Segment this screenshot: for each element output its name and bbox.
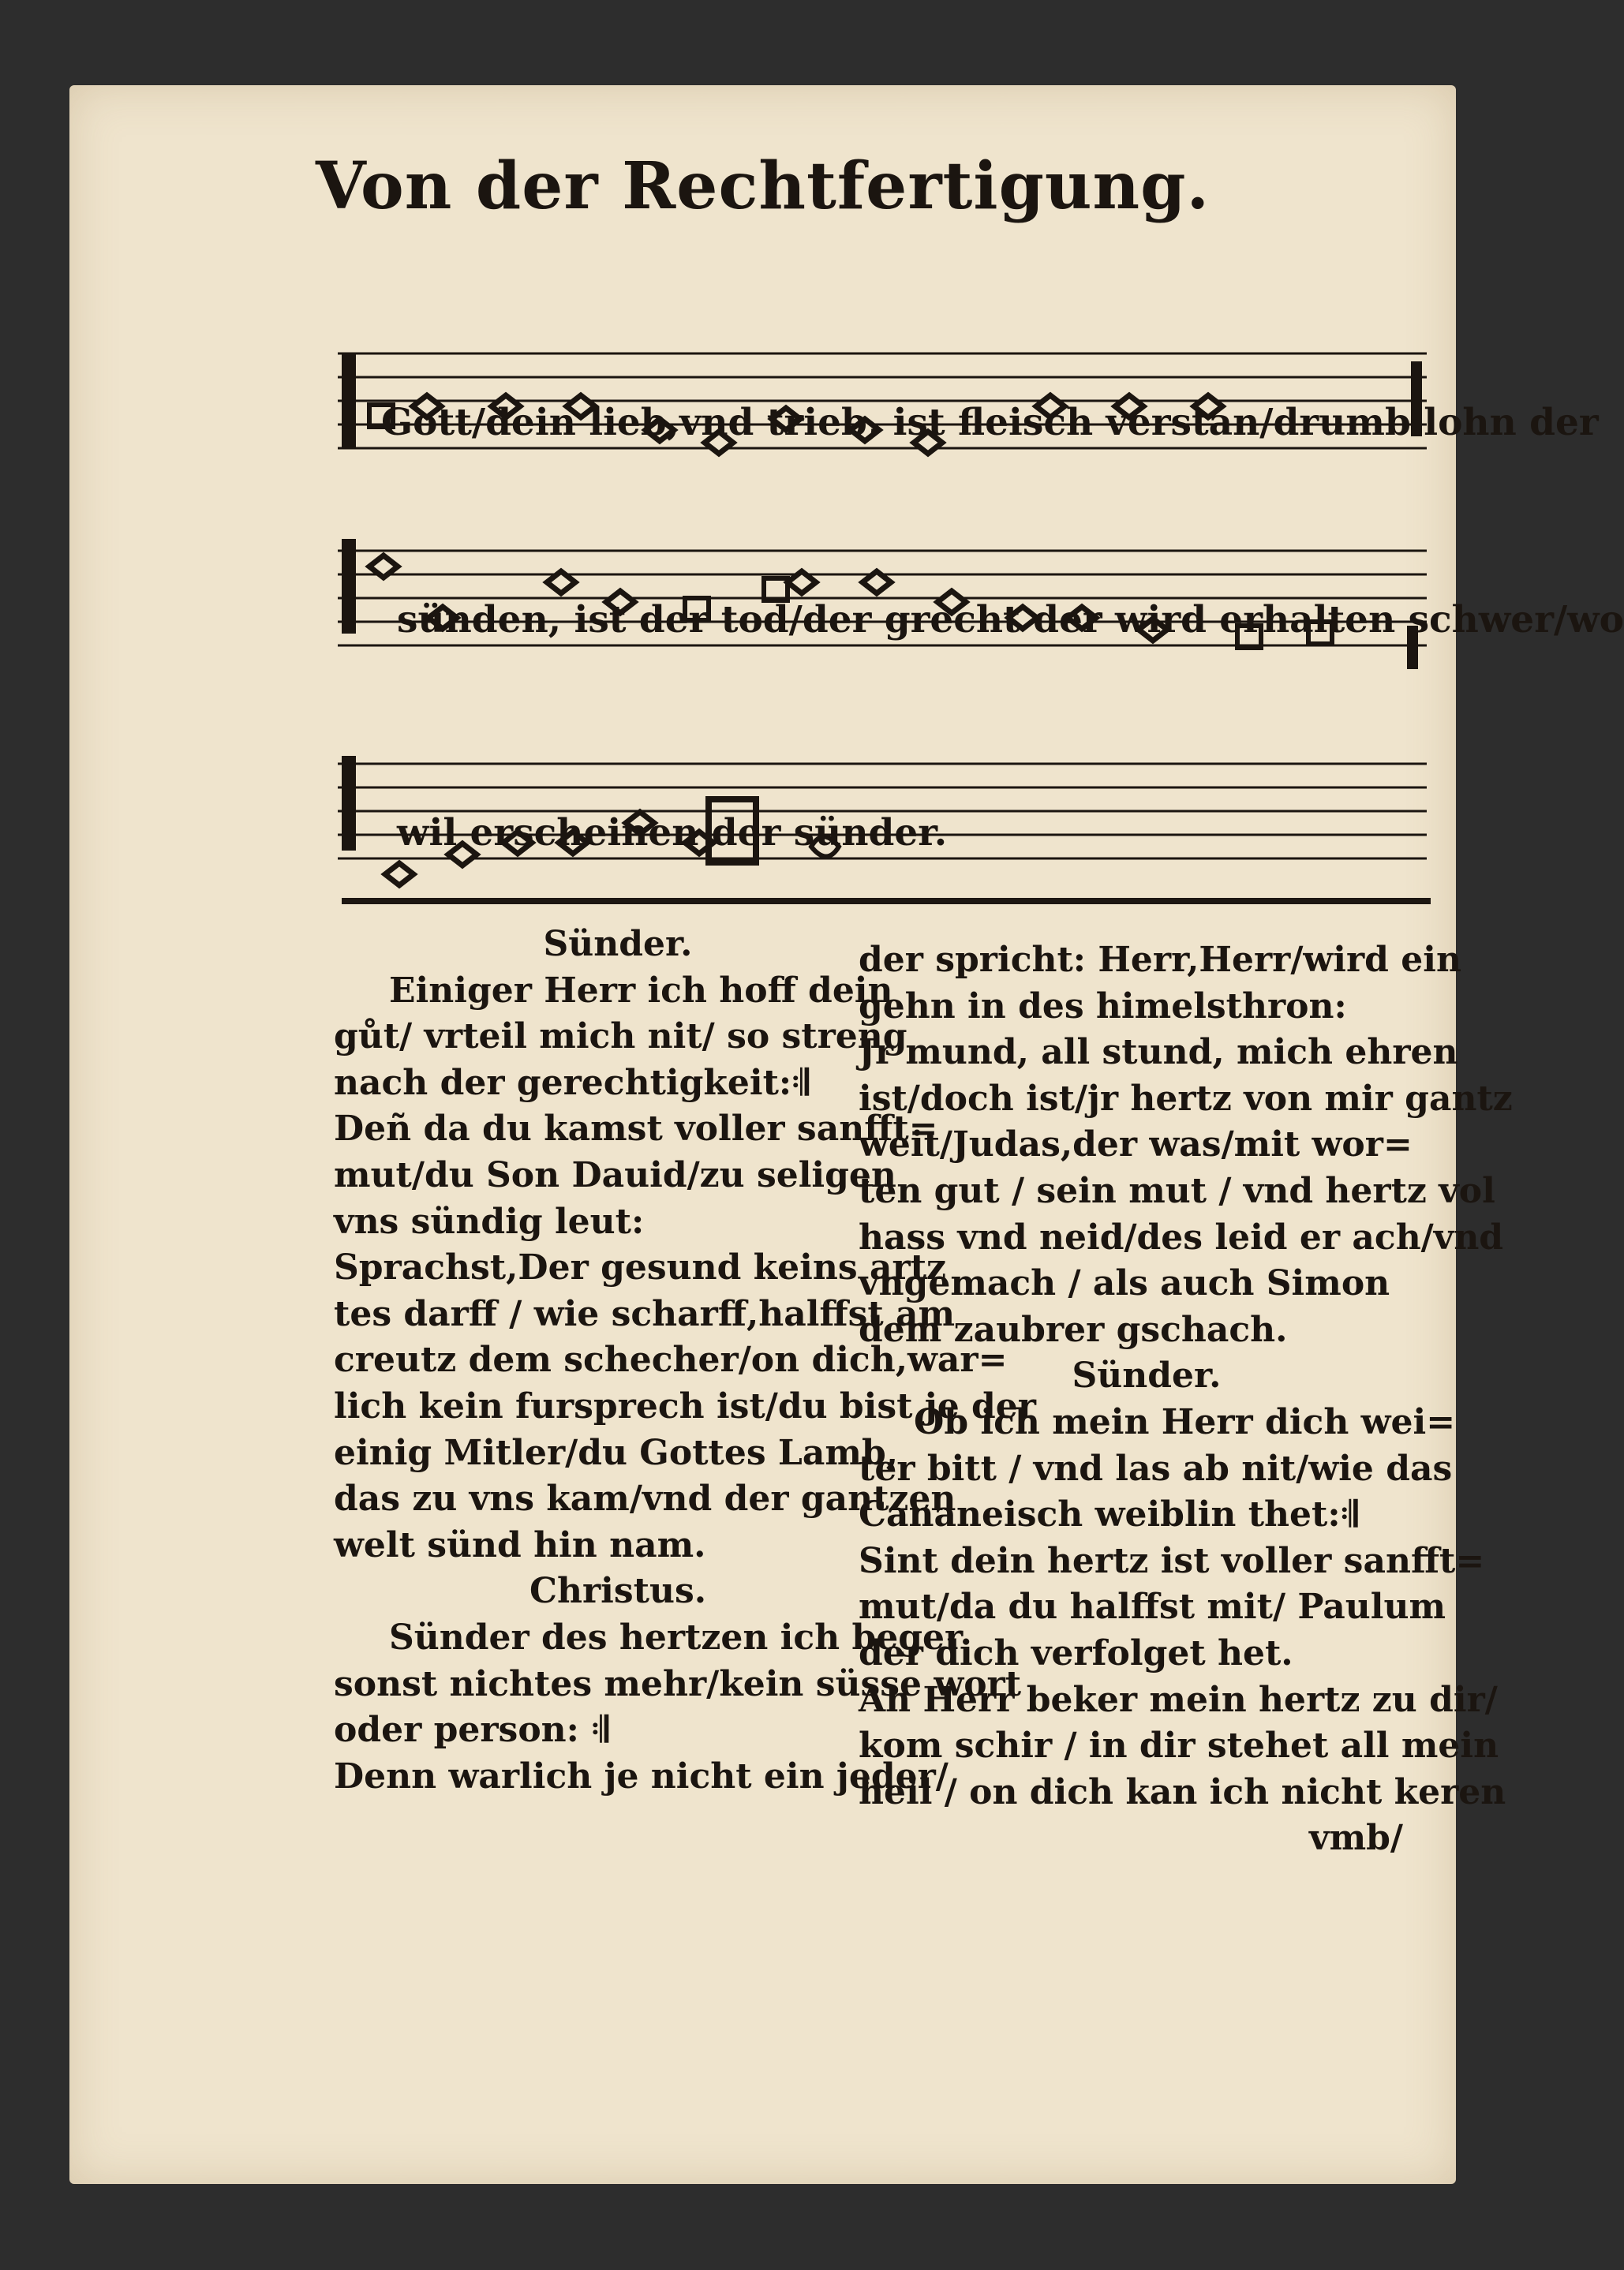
verse-line: Denn warlich je nicht ein jeder/ xyxy=(334,1756,949,1797)
verse-line: Jr mund, all stund, mich ehren xyxy=(859,1032,1458,1073)
verse-line: Deñ da du kamst voller sanfft= xyxy=(334,1109,938,1150)
verse-line: einig Mitler/du Gottes Lamb, xyxy=(334,1432,899,1473)
book-page xyxy=(69,85,1624,2184)
speaker-heading: Sünder. xyxy=(543,924,693,964)
verse-line: das zu vns kam/vnd der gantzen xyxy=(334,1479,956,1520)
verse-line: sonst nichtes mehr/kein süsse wort xyxy=(334,1663,1022,1704)
right-text-column xyxy=(859,937,1513,1862)
section-divider xyxy=(342,898,1431,904)
verse-line: vns sündig leut: xyxy=(334,1201,645,1242)
verse-line: ter bitt / vnd las ab nit/wie das xyxy=(859,1448,1453,1489)
verse-line: gůt/ vrteil mich nit/ so streng xyxy=(334,1016,907,1057)
left-text-column xyxy=(334,922,1036,1800)
verse-line: ist/doch ist/jr hertz von mir gantz xyxy=(859,1078,1513,1119)
verse-line: welt sünd hin nam. xyxy=(334,1524,706,1565)
speaker-heading: Christus. xyxy=(529,1571,707,1612)
verse-line: gehn in des himelsthron: xyxy=(859,985,1347,1027)
verse-line: heil / on dich kan ich nicht keren xyxy=(859,1771,1506,1812)
verse-line: vngemach / als auch Simon xyxy=(859,1263,1390,1304)
catchword: vmb/ xyxy=(1309,1818,1403,1859)
verse-line: tes darff / wie scharff,halffst am xyxy=(334,1293,956,1334)
verse-line: Ah Herr beker mein hertz zu dir/ xyxy=(859,1679,1498,1720)
verse-line: creutz dem schecher/on dich,war= xyxy=(334,1340,1008,1381)
verse-line: kom schir / in dir stehet all mein xyxy=(859,1726,1499,1767)
verse-line: mut/da du halffst mit/ Paulum xyxy=(859,1587,1446,1628)
verse-line: Einiger Herr ich hoff dein xyxy=(389,970,893,1011)
lyric-line-2: sünden, ist der tod/der grecht der wird erhalten schwer/wo xyxy=(397,598,1624,641)
verse-line: Sint dein hertz ist voller sanfft= xyxy=(859,1540,1485,1581)
verse-line: der spricht: Herr,Herr/wird ein xyxy=(859,940,1461,980)
page-title: Von der Rechtfertigung. xyxy=(315,148,1211,224)
verse-line: ten gut / sein mut / vnd hertz vol xyxy=(859,1170,1495,1211)
verse-line: dem zaubrer gschach. xyxy=(859,1309,1288,1350)
verse-line: Sünder des hertzen ich beger xyxy=(389,1617,964,1658)
verse-line: der dich verfolget het. xyxy=(859,1632,1293,1674)
verse-line: Sprachst,Der gesund keins artz xyxy=(334,1247,946,1288)
verse-line: Ob ich mein Herr dich wei= xyxy=(914,1401,1456,1442)
lyric-line-3: wil erscheinen der sünder. xyxy=(397,811,948,855)
verse-line: oder person: 𝄇 xyxy=(334,1710,608,1751)
verse-line: mut/du Son Dauid/zu seligen xyxy=(334,1154,896,1195)
verse-line: nach der gerechtigkeit:𝄇 xyxy=(334,1062,809,1103)
verse-line: weit/Judas,der was/mit wor= xyxy=(859,1124,1413,1165)
verse-line: hass vnd neid/des leid er ach/vnd xyxy=(859,1217,1504,1258)
speaker-heading: Sünder. xyxy=(1072,1356,1222,1397)
verse-line: lich kein fursprech ist/du bist je der xyxy=(334,1386,1036,1427)
lyric-line-1: Gott/dein lieb,vnd trieb, ist fleisch verstan/drumb lohn der xyxy=(381,401,1599,444)
verse-line: Cananeisch weiblin thet:𝄇 xyxy=(859,1494,1357,1535)
